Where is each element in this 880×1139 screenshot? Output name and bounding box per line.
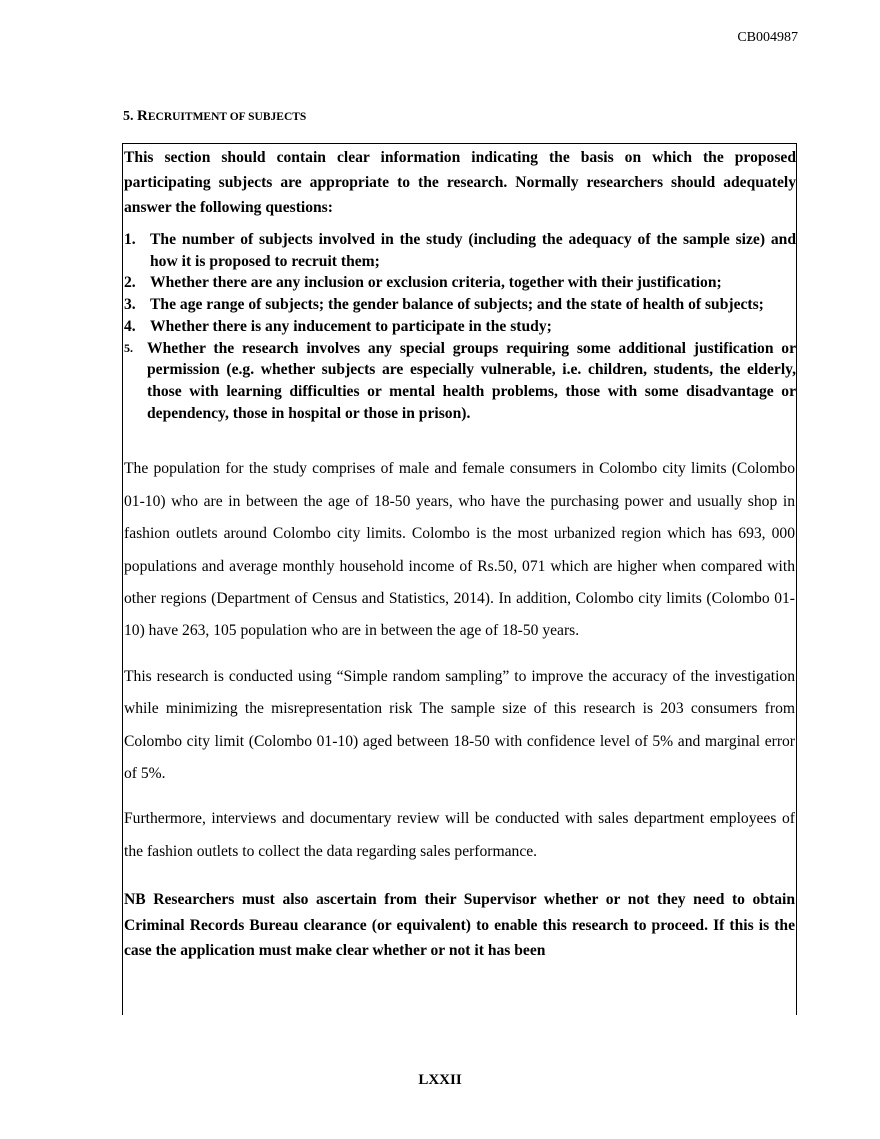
- question-text: The age range of subjects; the gender balance of subjects; and the state of health of subjects;: [150, 296, 764, 314]
- question-number: 2.: [124, 274, 136, 292]
- interviews-paragraph: Furthermore, interviews and documentary review will be conducted with sales department employees of the fashion outlets to collect the data regarding sales performance.: [124, 810, 795, 860]
- sampling-paragraph: This research is conducted using “Simple random sampling” to improve the accuracy of the investigation while minimizing the misrepresentation risk The sample size of this research is 203 consumers from Colombo city limit (Colombo 01-10) aged between 18-50 with confidence level of 5% and marginal error of 5%.: [124, 667, 795, 782]
- question-number: 5.: [124, 340, 133, 355]
- section-heading: [123, 108, 306, 125]
- population-paragraph: The population for the study comprises of male and female consumers in Colombo city limits (Colombo 01-10) who are in between the age of 18-50 years, who have the purchasing power and usually shop in fashion outlets around Colombo city limits. Colombo is the most urbanized region which has 693, 000 populations and average monthly household income of Rs.50, 071 which are higher when compared with other regions (Department of Census and Statistics, 2014). In addition, Colombo city limits (Colombo 01-10) have 263, 105 population who are in between the age of 18-50 years.: [124, 460, 795, 640]
- page-number: LXXII: [418, 1072, 462, 1088]
- question-text: Whether the research involves any special groups requiring some additional justification or permission (e.g. whether subjects are especially vulnerable, i.e. children, students, the elderly, those with learning difficulties or mental health problems, those with some disadvantage or dependency, those in hospital or those in prison).: [147, 339, 796, 422]
- question-item: [123, 316, 796, 338]
- section-title-rest: ECRUITMENT OF SUBJECTS: [147, 111, 307, 123]
- question-text: Whether there are any inclusion or exclusion criteria, together with their justification;: [150, 274, 722, 292]
- guidance-question-list: [123, 229, 796, 424]
- question-text: Whether there is any inducement to participate in the study;: [150, 317, 552, 335]
- question-number: 3.: [124, 296, 136, 314]
- section-title-initial: R: [137, 108, 148, 124]
- question-item: [123, 272, 796, 294]
- question-item: [123, 338, 796, 425]
- question-item: [123, 294, 796, 316]
- guidance-intro: This section should contain clear information indicating the basis on which the proposed participating subjects are appropriate to the research. Normally researchers should adequately answer the following questions:: [124, 149, 796, 216]
- document-id: CB004987: [737, 30, 798, 45]
- section-content-box: [122, 143, 797, 1015]
- question-number: 1.: [124, 231, 136, 248]
- question-number: 4.: [124, 317, 136, 335]
- question-item: [123, 229, 796, 272]
- section-number: 5.: [123, 109, 134, 124]
- nb-note: NB Researchers must also ascertain from their Supervisor whether or not they need to obtain Criminal Records Bureau clearance (or equivalent) to enable this research to proceed. If this is the case the application must make clear whether or not it has been: [124, 891, 795, 960]
- question-text: The number of subjects involved in the study (including the adequacy of the sample size) and how it is proposed to recruit them;: [150, 231, 796, 270]
